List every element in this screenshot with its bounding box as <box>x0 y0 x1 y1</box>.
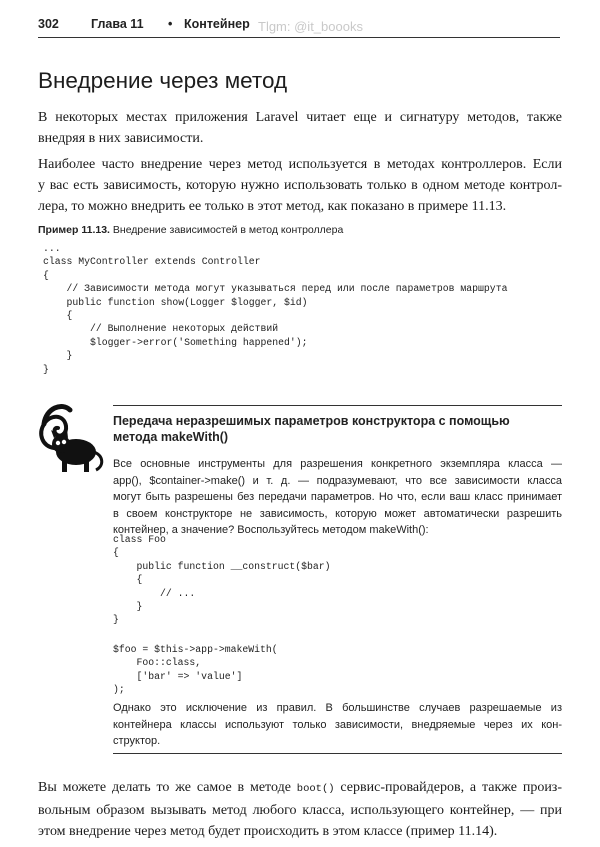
paragraph-line: В некоторых местах приложения Laravel читает еще и сигнатуру методов, также <box>38 110 562 125</box>
chapter-label: Глава 11 <box>91 17 144 31</box>
paragraph-line: у вас есть зависимость, которую нужно использовать только в одном методе контрол- <box>38 178 562 193</box>
note-title-line: метода makeWith() <box>113 430 229 444</box>
intro-paragraph <box>38 107 562 149</box>
running-header <box>38 17 558 37</box>
section-label: Контейнер <box>184 17 250 31</box>
note-top-rule <box>113 405 562 406</box>
note-line: Однако это исключение из правил. В большинстве случаев разрешаемые из <box>113 702 562 714</box>
listing-caption-text: Внедрение зависимостей в метод контроллера <box>112 224 344 236</box>
note-title-line: Передача неразрешимых параметров конструктора с помощью <box>113 414 510 428</box>
note-body <box>113 456 562 539</box>
listing-label: Пример 11.13. <box>38 224 110 236</box>
paragraph-line: этом внедрение через метод будет происходить в этом классе (пример 11.14). <box>38 824 498 839</box>
paragraph-line: лера, то можно внедрить ее только в этот метод, как показано в примере 11.13. <box>38 199 507 214</box>
section-title: Внедрение через метод <box>38 68 288 93</box>
paragraph-line <box>38 777 562 800</box>
header-rule <box>38 37 560 38</box>
note-bottom-rule <box>113 753 562 754</box>
header-bullet: • <box>168 17 173 31</box>
code-listing-11-13: ... class MyController extends Controller { // Зависимости метода могут указываться перед или после параметров маршрута public function show(Logger $logger, $id) { // Выполнение некоторых действий $logger->error('Something happened'); } } <box>43 243 508 375</box>
note-line: могут быть разрешены без передачи параметров. Но что, если ваш класс принимает <box>113 491 562 503</box>
closing-text-start: Вы можете делать то же самое в методе <box>38 780 297 795</box>
watermark: Tlgm: @it_boooks <box>258 19 363 34</box>
code-make-with: $foo = $this->app->makeWith( Foo::class, ['bar' => 'value'] ); <box>113 644 278 696</box>
closing-paragraph <box>38 777 562 842</box>
closing-text-end: сервис-провайдеров, а также произ- <box>334 780 563 795</box>
listing-caption <box>38 224 343 236</box>
paragraph-line: Наиболее часто внедрение через метод используется в методах контроллеров. Если <box>38 157 562 172</box>
note-line: контейнер, а значение? Воспользуйтесь методом makeWith(): <box>113 524 429 536</box>
paragraph-line: вольным образом вызывать метод любого класса, использующего контейнер, — при <box>38 803 562 818</box>
note-line: структор. <box>113 735 161 747</box>
usage-paragraph <box>38 154 562 217</box>
note-title <box>113 413 563 445</box>
note-outro <box>113 700 562 750</box>
paragraph-line: внедряя в них зависимости. <box>38 131 204 146</box>
code-class-foo: class Foo { public function __construct($bar) { // ... } } <box>113 534 331 626</box>
note-line: Все основные инструменты для разрешения конкретного экземпляра класса — <box>113 458 562 470</box>
lemur-icon <box>34 396 106 474</box>
note-line: в своем конструкторе не зависимость, которую может автоматически разрешить <box>113 507 562 520</box>
page-number: 302 <box>38 17 59 31</box>
note-line: app(), $container->make() и т. д. — подразумевают, что все зависимости класса <box>113 474 562 487</box>
inline-code-boot: boot() <box>296 783 335 795</box>
note-line: контейнера классы используют только зависимости, внедряемые через их кон- <box>113 718 562 731</box>
